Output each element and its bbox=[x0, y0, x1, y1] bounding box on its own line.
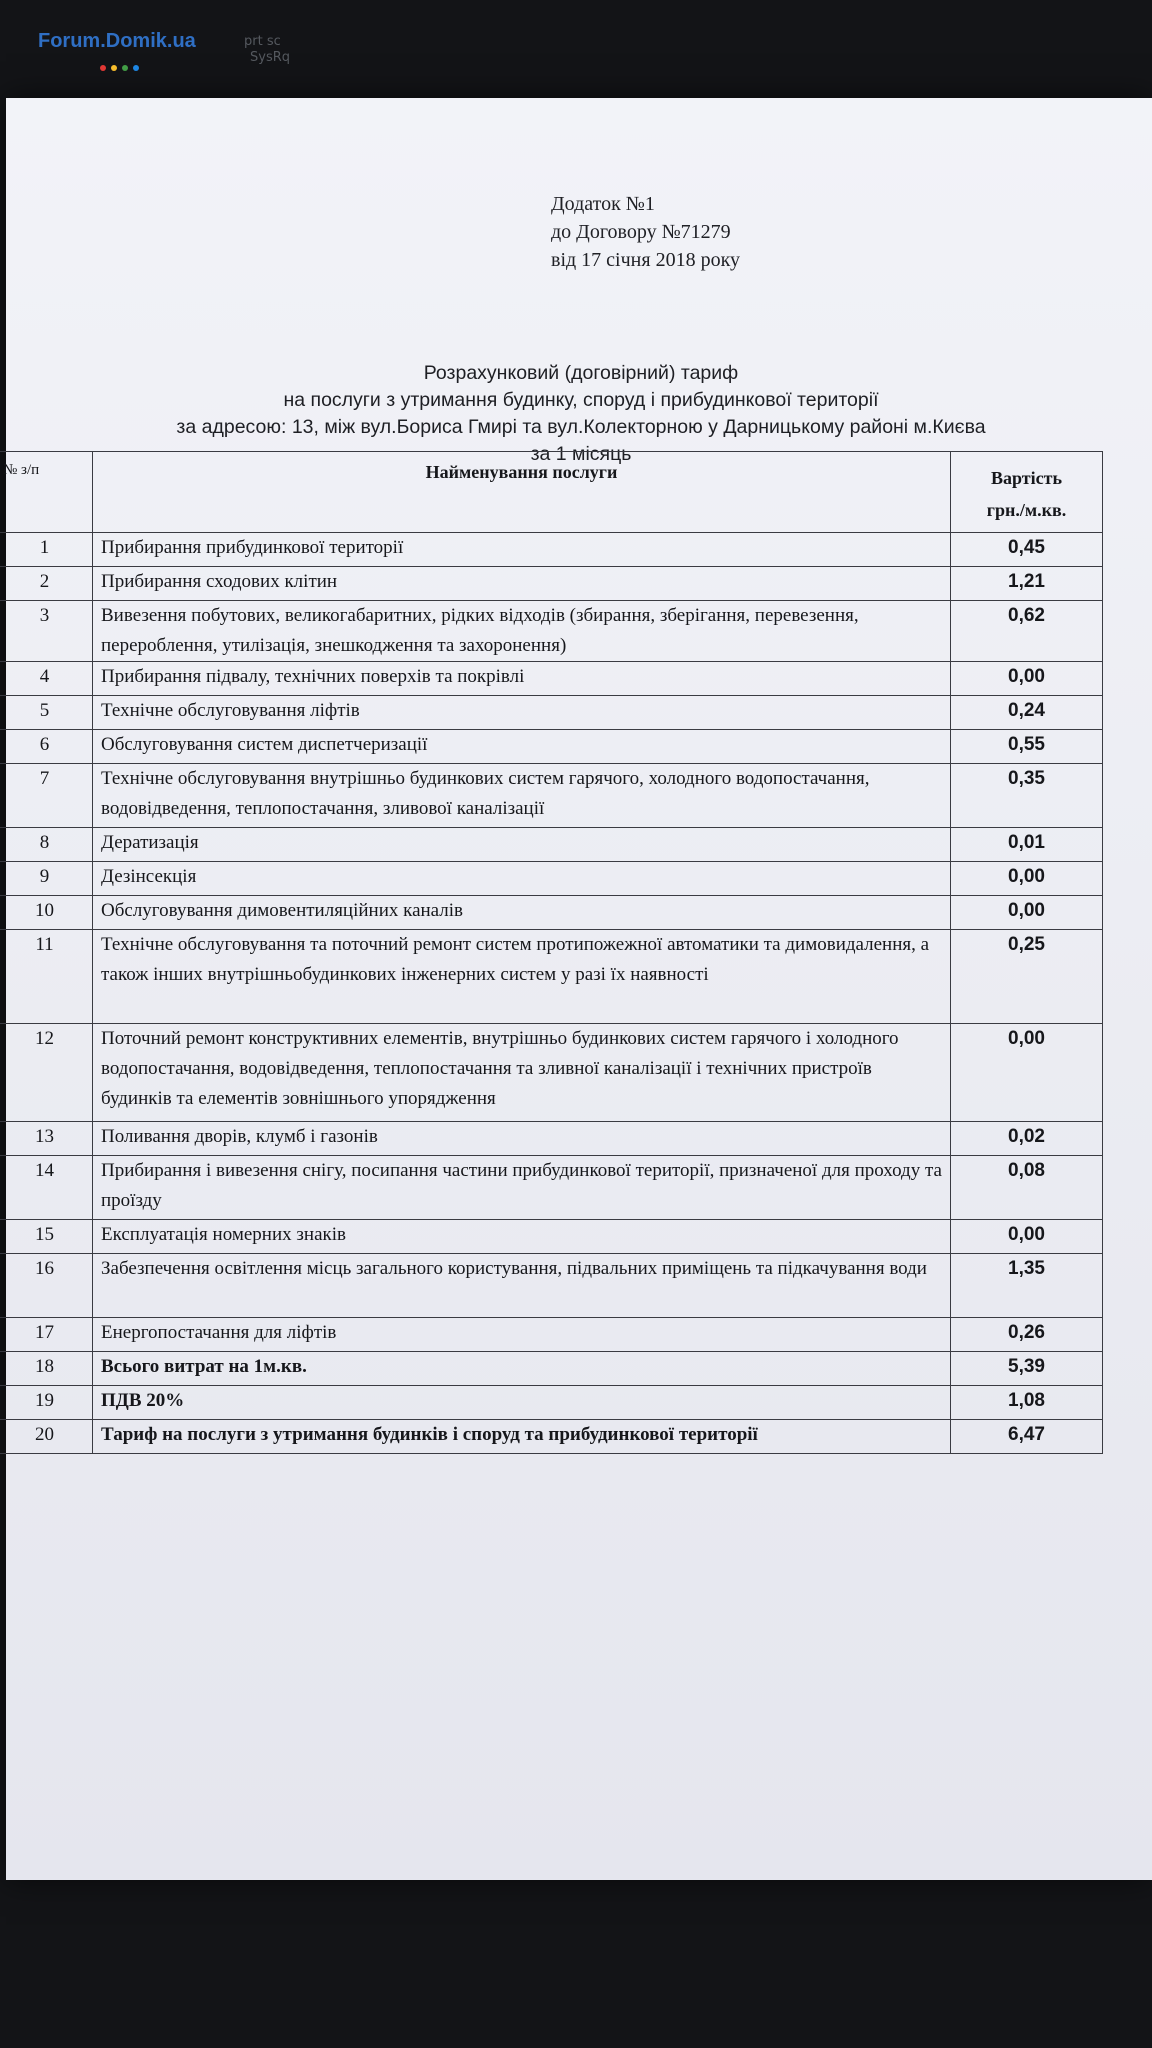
column-header-price bbox=[951, 452, 1103, 533]
column-header-service: Найменування послуги bbox=[93, 452, 951, 533]
row-number: 1 bbox=[0, 533, 93, 567]
service-name: Прибирання підвалу, технічних поверхів та покрівлі bbox=[93, 662, 951, 696]
table-row bbox=[0, 1254, 1103, 1318]
service-name: Дератизація bbox=[93, 828, 951, 862]
service-name: Прибирання і вивезення снігу, посипання частини прибудинкової території, призначеної для проходу та проїзду bbox=[93, 1156, 951, 1220]
service-name: Технічне обслуговування ліфтів bbox=[93, 696, 951, 730]
keyboard-key-label: prt sc bbox=[244, 34, 281, 49]
service-name: Технічне обслуговування та поточний ремонт систем протипожежної автоматики та димовидалення, а також інших внутрішньобудинкових інженерних систем у разі їх наявності bbox=[93, 930, 951, 1024]
service-name: Обслуговування димовентиляційних каналів bbox=[93, 896, 951, 930]
tariff-value: 1,35 bbox=[951, 1254, 1103, 1318]
tariff-value: 1,21 bbox=[951, 567, 1103, 601]
keyboard-key-label: SysRq bbox=[250, 50, 291, 65]
document-page bbox=[3, 98, 1152, 1880]
table-row bbox=[0, 1156, 1103, 1220]
tariff-value: 0,01 bbox=[951, 828, 1103, 862]
watermark-dots bbox=[100, 58, 144, 76]
row-number: 3 bbox=[0, 601, 93, 662]
column-header-number: № з/п bbox=[0, 452, 93, 533]
service-name: Обслуговування систем диспетчеризації bbox=[93, 730, 951, 764]
row-number: 11 bbox=[0, 930, 93, 1024]
table-row bbox=[0, 1122, 1103, 1156]
tariff-value: 0,00 bbox=[951, 662, 1103, 696]
tariff-value: 0,45 bbox=[951, 533, 1103, 567]
table-row bbox=[0, 862, 1103, 896]
row-number: 14 bbox=[0, 1156, 93, 1220]
service-name: ПДВ 20% bbox=[93, 1386, 951, 1420]
contract-number: до Договору №71279 bbox=[551, 221, 731, 243]
table-header-row bbox=[0, 452, 1103, 533]
row-number: 19 bbox=[0, 1386, 93, 1420]
row-number: 12 bbox=[0, 1024, 93, 1122]
table-row bbox=[0, 1386, 1103, 1420]
tariff-value: 0,25 bbox=[951, 930, 1103, 1024]
contract-date: від 17 січня 2018 року bbox=[551, 249, 741, 271]
row-number: 18 bbox=[0, 1352, 93, 1386]
tariff-value: 0,26 bbox=[951, 1318, 1103, 1352]
tariff-value: 0,08 bbox=[951, 1156, 1103, 1220]
tariff-value: 0,00 bbox=[951, 1220, 1103, 1254]
service-name: Поточний ремонт конструктивних елементів, внутрішньо будинкових систем гарячого і холодного водопостачання, водовідведення, теплопостачання та зливної каналізації і технічних пристроїв будинків та елементів зовнішнього упорядження bbox=[93, 1024, 951, 1122]
tariff-value: 0,35 bbox=[951, 764, 1103, 828]
row-number: 5 bbox=[0, 696, 93, 730]
price-header-line1: Вартість bbox=[991, 468, 1062, 488]
service-name: Прибирання прибудинкової території bbox=[93, 533, 951, 567]
table-row bbox=[0, 1352, 1103, 1386]
row-number: 9 bbox=[0, 862, 93, 896]
tariff-value: 6,47 bbox=[951, 1420, 1103, 1454]
row-number: 6 bbox=[0, 730, 93, 764]
addendum-block bbox=[551, 190, 740, 274]
table-row bbox=[0, 730, 1103, 764]
tariff-value: 0,00 bbox=[951, 896, 1103, 930]
service-name: Енергопостачання для ліфтів bbox=[93, 1318, 951, 1352]
service-name: Прибирання сходових клітин bbox=[93, 567, 951, 601]
table-row bbox=[0, 567, 1103, 601]
tariff-value: 0,02 bbox=[951, 1122, 1103, 1156]
service-name: Дезінсекція bbox=[93, 862, 951, 896]
heading-period: за 1 місяць bbox=[530, 443, 632, 465]
service-name: Забезпечення освітлення місць загального користування, підвальних приміщень та підкачування води bbox=[93, 1254, 951, 1318]
service-name: Всього витрат на 1м.кв. bbox=[93, 1352, 951, 1386]
tariff-value: 0,55 bbox=[951, 730, 1103, 764]
table-row bbox=[0, 828, 1103, 862]
service-name: Вивезення побутових, великогабаритних, рідких відходів (збирання, зберігання, перевезення, перероблення, утилізація, знешкодження та захоронення) bbox=[93, 601, 951, 662]
service-name: Експлуатація номерних знаків bbox=[93, 1220, 951, 1254]
heading-address: за адресою: 13, між вул.Бориса Гмирі та вул.Колекторною у Дарницькому районі м.Києва bbox=[176, 416, 986, 438]
table-row bbox=[0, 1420, 1103, 1454]
service-name: Поливання дворів, клумб і газонів bbox=[93, 1122, 951, 1156]
tariff-value: 1,08 bbox=[951, 1386, 1103, 1420]
table-row bbox=[0, 696, 1103, 730]
row-number: 15 bbox=[0, 1220, 93, 1254]
table-row bbox=[0, 930, 1103, 1024]
row-number: 4 bbox=[0, 662, 93, 696]
service-name: Тариф на послуги з утримання будинків і споруд та прибудинкової території bbox=[93, 1420, 951, 1454]
table-row bbox=[0, 1024, 1103, 1122]
row-number: 10 bbox=[0, 896, 93, 930]
forum-watermark: Forum.Domik.ua bbox=[38, 30, 196, 52]
tariff-table bbox=[0, 451, 1103, 1454]
row-number: 16 bbox=[0, 1254, 93, 1318]
heading-subject: на послуги з утримання будинку, споруд і прибудинкової території bbox=[283, 389, 879, 411]
tariff-value: 0,24 bbox=[951, 696, 1103, 730]
row-number: 17 bbox=[0, 1318, 93, 1352]
row-number: 2 bbox=[0, 567, 93, 601]
table-row bbox=[0, 662, 1103, 696]
row-number: 13 bbox=[0, 1122, 93, 1156]
table-row bbox=[0, 601, 1103, 662]
table-row bbox=[0, 533, 1103, 567]
table-row bbox=[0, 896, 1103, 930]
service-name: Технічне обслуговування внутрішньо будинкових систем гарячого, холодного водопостачання, водовідведення, теплопостачання, зливової каналізації bbox=[93, 764, 951, 828]
heading-title: Розрахунковий (договірний) тариф bbox=[423, 362, 739, 384]
tariff-value: 0,00 bbox=[951, 862, 1103, 896]
row-number: 8 bbox=[0, 828, 93, 862]
table-row bbox=[0, 764, 1103, 828]
table-row bbox=[0, 1318, 1103, 1352]
tariff-value: 0,00 bbox=[951, 1024, 1103, 1122]
addendum-title: Додаток №1 bbox=[551, 193, 655, 215]
price-header-line2: грн./м.кв. bbox=[986, 500, 1067, 520]
tariff-value: 5,39 bbox=[951, 1352, 1103, 1386]
row-number: 20 bbox=[0, 1420, 93, 1454]
row-number: 7 bbox=[0, 764, 93, 828]
table-row bbox=[0, 1220, 1103, 1254]
tariff-value: 0,62 bbox=[951, 601, 1103, 662]
